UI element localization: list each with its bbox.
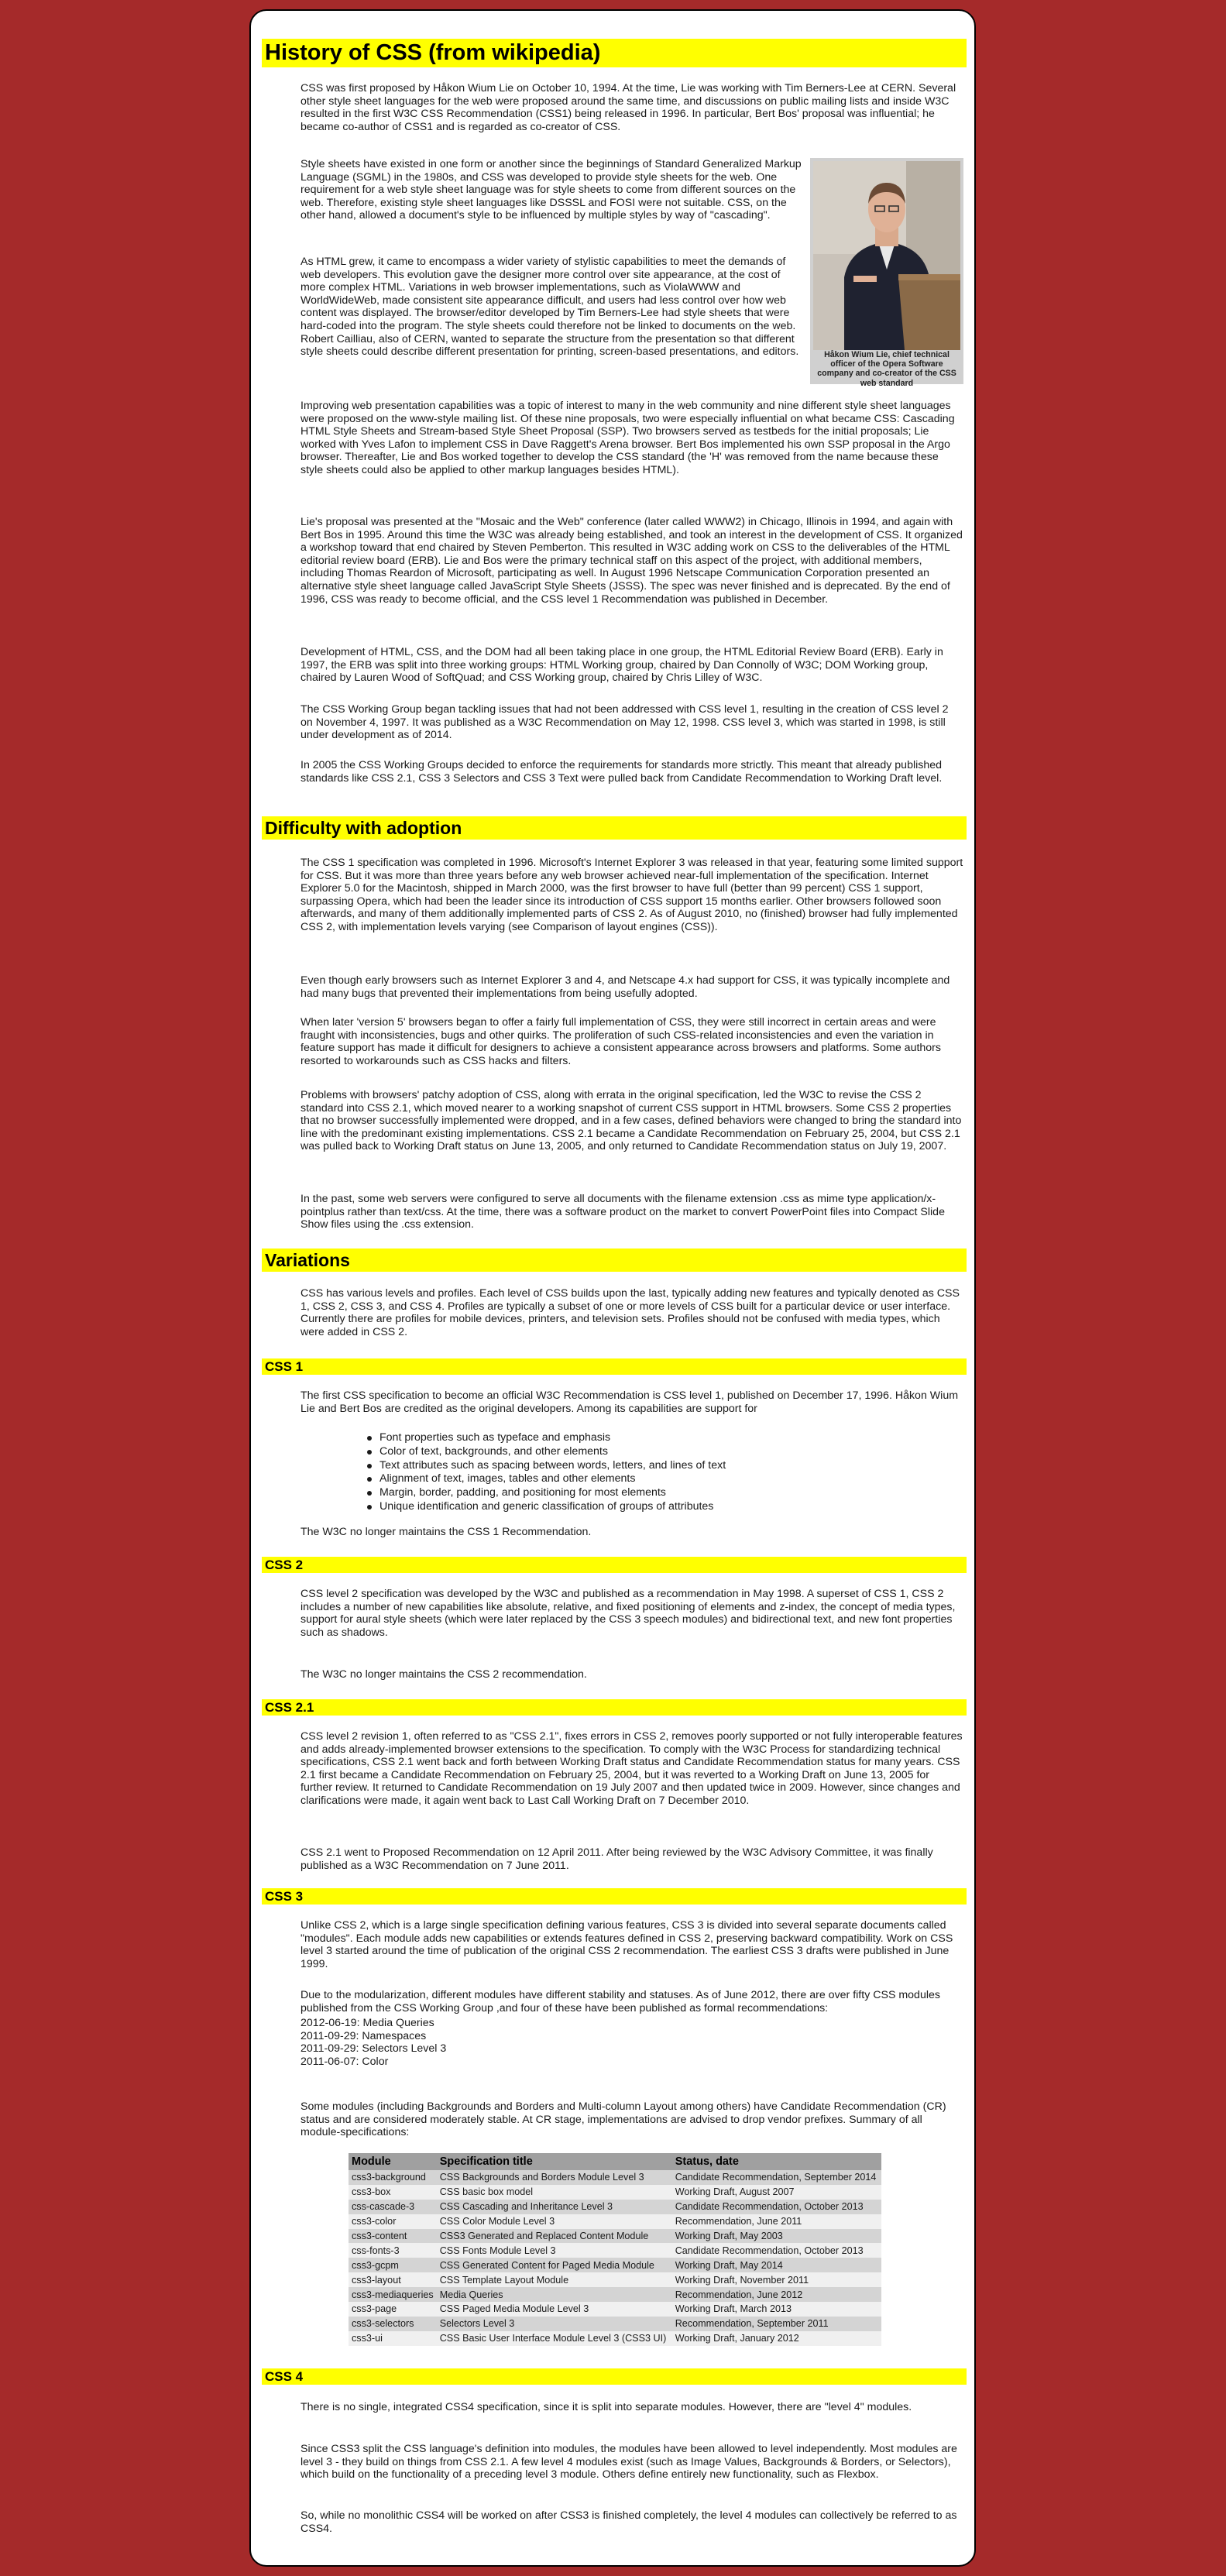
- css4-paragraph-1: There is no single, integrated CSS4 specification, since it is split into separate modules. However, there are "level 4" modules.: [300, 2401, 912, 2413]
- section-heading-css21: CSS 2.1: [262, 1699, 967, 1716]
- difficulty-paragraph-4: Problems with browsers' patchy adoption of CSS, along with errata in the original specification, led the W3C to revise the CSS 2 standard into CSS 2.1, which moved nearer to a working snapshot of current CSS support in HTML browsers. Some CSS 2 properties that no browser successfully implemented were dropped, and in a few cases, defined behaviors were changed to bring the standard into line with the predominant existing implementations. CSS 2.1 became a Candidate Recommendation on February 25, 2004, but CSS 2.1 was pulled back to Working Draft status on June 13, 2005, and only returned to Candidate Recommendation status on July 19, 2007.: [300, 1089, 962, 1153]
- table-cell-module: css-cascade-3: [349, 2200, 437, 2214]
- difficulty-paragraph-2: Even though early browsers such as Internet Explorer 3 and 4, and Netscape 4.x had support for CSS, it was typically incomplete and had many bugs that prevented their implementations from being usefully adopted.: [300, 974, 950, 1000]
- table-row: [349, 2272, 881, 2287]
- table-cell-status: Candidate Recommendation, September 2014: [672, 2170, 881, 2185]
- table-cell-title: Media Queries: [437, 2287, 672, 2302]
- table-cell-module: css-fonts-3: [349, 2243, 437, 2258]
- history-paragraph-4: Improving web presentation capabilities was a topic of interest to many in the web community and nine different style sheet languages were proposed on the www-style mailing list. Of these nine proposals, two were especially influential on what became CSS: Cascading HTML Style Sheets and Stream-based Style Sheet Proposal (SSP). Two browsers served as testbeds for the initial proposals; Lie worked with Yves Lafon to implement CSS in Dave Raggett's Arena browser. Bert Bos implemented his own SSP proposal in the Argo browser. Thereafter, Lie and Bos worked together to develop the CSS standard (the 'H' was removed from the name because these style sheets could also be applied to other markup languages besides HTML).: [300, 400, 955, 476]
- table-cell-status: Candidate Recommendation, October 2013: [672, 2243, 881, 2258]
- table-cell-title: CSS Template Layout Module: [437, 2272, 672, 2287]
- table-cell-title: CSS Generated Content for Paged Media Module: [437, 2258, 672, 2272]
- history-paragraph-1: CSS was first proposed by Håkon Wium Lie on October 10, 1994. At the time, Lie was working with Tim Berners-Lee at CERN. Several other style sheet languages for the web were proposed around the same time, and discussions on public mailing lists and inside W3C resulted in the first W3C CSS Recommendation (CSS1) being released in 1996. In particular, Bert Bos' proposal was influential; he became co-author of CSS1 and is regarded as co-creator of CSS.: [300, 82, 956, 133]
- css1-paragraph-2: The W3C no longer maintains the CSS 1 Recommendation.: [300, 1526, 592, 1538]
- css3-paragraph-3: Some modules (including Backgrounds and Borders and Multi-column Layout among others) have Candidate Recommendation (CR) status and are considered moderately stable. At CR stage, implementations are advised to drop vendor prefixes. Summary of all module-specifications:: [300, 2100, 946, 2139]
- table-cell-status: Working Draft, May 2014: [672, 2258, 881, 2272]
- section-heading-css1: CSS 1: [262, 1358, 967, 1375]
- history-paragraph-6: Development of HTML, CSS, and the DOM had all been taking place in one group, the HTML Editorial Review Board (ERB). Early in 1997, the ERB was split into three working groups: HTML Working group, chaired by Dan Connolly of W3C; DOM Working group, chaired by Lauren Wood of SoftQuad; and CSS Working group, chaired by Chris Lilley of W3C.: [300, 646, 943, 685]
- table-row: [349, 2214, 881, 2229]
- table-row: [349, 2243, 881, 2258]
- section-heading-variations: Variations: [262, 1249, 967, 1272]
- list-item: Alignment of text, images, tables and other elements: [367, 1472, 726, 1486]
- list-item: Text attributes such as spacing between words, letters, and lines of text: [367, 1459, 726, 1473]
- table-cell-status: Working Draft, January 2012: [672, 2331, 881, 2346]
- table-cell-title: CSS Backgrounds and Borders Module Level 3: [437, 2170, 672, 2185]
- table-cell-module: css3-background: [349, 2170, 437, 2185]
- table-cell-status: Working Draft, November 2011: [672, 2272, 881, 2287]
- history-paragraph-3: As HTML grew, it came to encompass a wider variety of stylistic capabilities to meet the demands of web developers. This evolution gave the designer more control over site appearance, at the cost of more complex HTML. Variations in web browser implementations, such as ViolaWWW and WorldWideWeb, made consistent site appearance difficult, and users had less control over how web content was displayed. The browser/editor developed by Tim Berners-Lee had style sheets that were hard-coded into the program. The style sheets could therefore not be linked to documents on the web. Robert Cailliau, also of CERN, wanted to separate the structure from the presentation so that different style sheets could describe different presentation for printing, screen-based presentations, and editors.: [300, 256, 799, 359]
- table-cell-module: css3-mediaqueries: [349, 2287, 437, 2302]
- history-paragraph-2: Style sheets have existed in one form or another since the beginnings of Standard Generalized Markup Language (SGML) in the 1980s, and CSS was developed to provide style sheets for the web. One requirement for a web style sheet language was for style sheets to come from different sources on the web. Therefore, existing style sheet languages like DSSSL and FOSI were not suitable. CSS, on the other hand, allowed a document's style to be influenced by multiple styles by way of "cascading".: [300, 158, 802, 222]
- table-cell-module: css3-color: [349, 2214, 437, 2229]
- difficulty-paragraph-5: In the past, some web servers were configured to serve all documents with the filename extension .css as mime type application/x-pointplus rather than text/css. At the time, there was a software product on the market to convert PowerPoint files into Compact Slide Show files using the .css extension.: [300, 1193, 945, 1231]
- page-title: History of CSS (from wikipedia): [262, 39, 967, 67]
- css21-paragraph-2: CSS 2.1 went to Proposed Recommendation on 12 April 2011. After being reviewed by the W3C Advisory Committee, it was finally published as a W3C Recommendation on 7 June 2011.: [300, 1846, 933, 1872]
- table-cell-status: Working Draft, March 2013: [672, 2302, 881, 2317]
- table-cell-title: CSS Fonts Module Level 3: [437, 2243, 672, 2258]
- history-paragraph-5: Lie's proposal was presented at the "Mosaic and the Web" conference (later called WWW2) in Chicago, Illinois in 1994, and again with Bert Bos in 1995. Around this time the W3C was already being established, and took an interest in the development of CSS. It organized a workshop toward that end chaired by Steven Pemberton. This resulted in W3C adding work on CSS to the deliverables of the HTML editorial review board (ERB). Lie and Bos were the primary technical staff on this aspect of the project, with additional members, including Thomas Reardon of Microsoft, participating as well. In August 1996 Netscape Communication Corporation presented an alternative style sheet language called JavaScript Style Sheets (JSSS). The spec was never finished and is deprecated. By the end of 1996, CSS was ready to become official, and the CSS level 1 Recommendation was published in December.: [300, 516, 963, 606]
- table-header-module: Module: [349, 2153, 437, 2170]
- table-row: [349, 2185, 881, 2200]
- history-paragraph-8: In 2005 the CSS Working Groups decided to enforce the requirements for standards more strictly. This meant that already published standards like CSS 2.1, CSS 3 Selectors and CSS 3 Text were pulled back from Candidate Recommendation to Working Draft level.: [300, 759, 943, 785]
- table-row: [349, 2331, 881, 2346]
- document-page: [249, 9, 976, 2567]
- section-heading-difficulty: Difficulty with adoption: [262, 816, 967, 840]
- section-heading-css4: CSS 4: [262, 2368, 967, 2385]
- section-heading-css2: CSS 2: [262, 1557, 967, 1573]
- table-cell-module: css3-page: [349, 2302, 437, 2317]
- difficulty-paragraph-3: When later 'version 5' browsers began to offer a fairly full implementation of CSS, they were still incorrect in certain areas and were fraught with inconsistencies, bugs and other quirks. The proliferation of such CSS-related inconsistencies and even the variation in feature support has made it difficult for designers to achieve a consistent appearance across browsers and platforms. Some authors resorted to workarounds such as CSS hacks and filters.: [300, 1016, 941, 1067]
- table-header-status: Status, date: [672, 2153, 881, 2170]
- table-cell-title: CSS Color Module Level 3: [437, 2214, 672, 2229]
- table-row: [349, 2302, 881, 2317]
- table-row: [349, 2287, 881, 2302]
- table-cell-status: Candidate Recommendation, October 2013: [672, 2200, 881, 2214]
- table-row: [349, 2200, 881, 2214]
- table-row: [349, 2258, 881, 2272]
- table-cell-module: css3-content: [349, 2229, 437, 2244]
- table-cell-status: Recommendation, September 2011: [672, 2317, 881, 2331]
- table-cell-module: css3-ui: [349, 2331, 437, 2346]
- portrait-photo: [813, 161, 960, 350]
- list-item: Color of text, backgrounds, and other elements: [367, 1445, 726, 1459]
- recommendation-item: 2011-09-29: Namespaces: [300, 2029, 427, 2042]
- table-row: [349, 2317, 881, 2331]
- table-row: [349, 2229, 881, 2244]
- portrait-figure: [810, 158, 963, 388]
- table-row: [349, 2170, 881, 2185]
- list-item: Unique identification and generic classification of groups of attributes: [367, 1500, 726, 1514]
- css4-paragraph-3: So, while no monolithic CSS4 will be worked on after CSS3 is finished completely, the level 4 modules can collectively be referred to as CSS4.: [300, 2509, 957, 2535]
- section-heading-css3: CSS 3: [262, 1888, 967, 1905]
- recommendation-item: 2011-09-29: Selectors Level 3: [300, 2042, 447, 2056]
- recommendation-item: 2012-06-19: Media Queries: [300, 2017, 434, 2029]
- module-table: [349, 2153, 881, 2346]
- css4-paragraph-2: Since CSS3 split the CSS language's definition into modules, the modules have been allowed to level independently. Most modules are level 3 - they build on things from CSS 2.1. A few level 4 modules exist (such as Image Values, Backgrounds & Borders, or Selectors), which build on the functionality of a preceding level 3 module. Others define entirely new functionality, such as Flexbox.: [300, 2443, 957, 2482]
- css2-paragraph-1: CSS level 2 specification was developed by the W3C and published as a recommendation in May 1998. A superset of CSS 1, CSS 2 includes a number of new capabilities like absolute, relative, and fixed positioning of elements and z-index, the concept of media types, support for aural style sheets (which were later replaced by the CSS 3 speech modules) and bidirectional text, and new font properties such as shadows.: [300, 1588, 956, 1639]
- table-cell-module: css3-selectors: [349, 2317, 437, 2331]
- css3-recommendation-list: [300, 2017, 963, 2068]
- css3-paragraph-1: Unlike CSS 2, which is a large single specification defining various features, CSS 3 is divided into several separate documents called "modules". Each module adds new capabilities or extends features defined in CSS 2, preserving backward compatibility. Work on CSS level 3 started around the time of publication of the original CSS 2 recommendation. The earliest CSS 3 drafts were published in June 1999.: [300, 1919, 953, 1970]
- table-cell-module: css3-layout: [349, 2272, 437, 2287]
- table-cell-title: CSS Paged Media Module Level 3: [437, 2302, 672, 2317]
- difficulty-paragraph-1: The CSS 1 specification was completed in 1996. Microsoft's Internet Explorer 3 was released in that year, featuring some limited support for CSS. But it was more than three years before any web browser achieved near-full implementation of the specification. Internet Explorer 5.0 for the Macintosh, shipped in March 2000, was the first browser to have full (better than 99 percent) CSS 1 support, surpassing Opera, which had been the leader since its introduction of CSS support 15 months earlier. Other browsers followed soon afterwards, and many of them additionally implemented parts of CSS 2. As of August 2010, no (finished) browser had fully implemented CSS 2, with implementation levels varying (see Comparison of layout engines (CSS)).: [300, 857, 963, 933]
- css21-paragraph-1: CSS level 2 revision 1, often referred to as "CSS 2.1", fixes errors in CSS 2, removes poorly supported or not fully interoperable features and adds already-implemented browser extensions to the specification. To comply with the W3C Process for standardizing technical specifications, CSS 2.1 went back and forth between Working Draft status and Candidate Recommendation status for many years. CSS 2.1 first became a Candidate Recommendation on February 25, 2004, but it was reverted to a Working Draft on June 13, 2005 for further review. It returned to Candidate Recommendation on 19 July 2007 and then updated twice in 2009. However, since changes and clarifications were made, it again went back to Last Call Working Draft on 7 December 2010.: [300, 1730, 963, 1807]
- table-cell-title: CSS basic box model: [437, 2185, 672, 2200]
- css3-paragraph-2: Due to the modularization, different modules have different stability and statuses. As of June 2012, there are over fifty CSS modules published from the CSS Working Group ,and four of these have been published as formal recommendations:: [300, 1989, 940, 2014]
- table-cell-status: Working Draft, August 2007: [672, 2185, 881, 2200]
- table-cell-title: CSS3 Generated and Replaced Content Module: [437, 2229, 672, 2244]
- css1-capability-list: [367, 1431, 726, 1514]
- table-header-row: [349, 2153, 881, 2170]
- table-cell-module: css3-gcpm: [349, 2258, 437, 2272]
- css2-paragraph-2: The W3C no longer maintains the CSS 2 recommendation.: [300, 1668, 587, 1681]
- history-paragraph-7: The CSS Working Group began tackling issues that had not been addressed with CSS level 1, resulting in the creation of CSS level 2 on November 4, 1997. It was published as a W3C Recommendation on May 12, 1998. CSS level 3, which was started in 1998, is still under development as of 2014.: [300, 703, 949, 742]
- table-cell-title: Selectors Level 3: [437, 2317, 672, 2331]
- recommendation-item: 2011-06-07: Color: [300, 2055, 389, 2068]
- table-cell-status: Recommendation, June 2011: [672, 2214, 881, 2229]
- table-header-title: Specification title: [437, 2153, 672, 2170]
- list-item: Font properties such as typeface and emphasis: [367, 1431, 726, 1445]
- table-cell-module: css3-box: [349, 2185, 437, 2200]
- list-item: Margin, border, padding, and positioning for most elements: [367, 1486, 726, 1500]
- table-cell-title: CSS Cascading and Inheritance Level 3: [437, 2200, 672, 2214]
- css1-paragraph-1: The first CSS specification to become an official W3C Recommendation is CSS level 1, published on December 17, 1996. Håkon Wium Lie and Bert Bos are credited as the original developers. Among its capabilities are support for: [300, 1389, 959, 1415]
- table-cell-status: Recommendation, June 2012: [672, 2287, 881, 2302]
- portrait-caption: Håkon Wium Lie, chief technical officer of the Opera Software company and co-creator of the CSS web standard: [817, 350, 956, 388]
- table-cell-title: CSS Basic User Interface Module Level 3 (CSS3 UI): [437, 2331, 672, 2346]
- variations-paragraph-1: CSS has various levels and profiles. Each level of CSS builds upon the last, typically adding new features and typically denoted as CSS 1, CSS 2, CSS 3, and CSS 4. Profiles are typically a subset of one or more levels of CSS built for a particular device or user interface. Currently there are profiles for mobile devices, printers, and television sets. Profiles should not be confused with media types, which were added in CSS 2.: [300, 1287, 960, 1338]
- table-cell-status: Working Draft, May 2003: [672, 2229, 881, 2244]
